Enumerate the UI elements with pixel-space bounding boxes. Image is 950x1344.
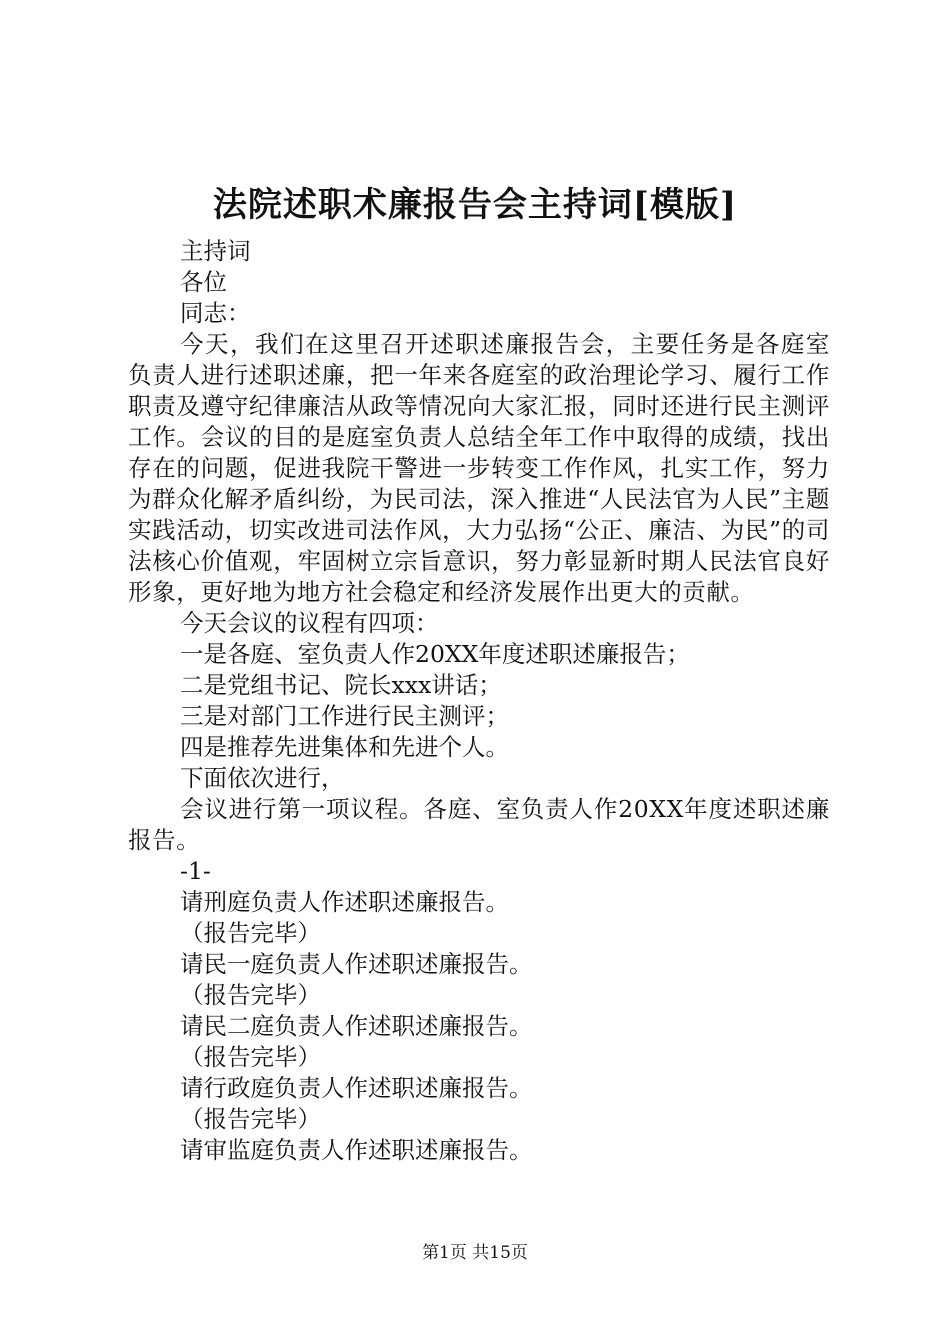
agenda-item: 三是对部门工作进行民主测评； (180, 702, 509, 730)
document-body (128, 236, 830, 1166)
report-line: 请审监庭负责人作述职述廉报告。 (180, 1136, 533, 1164)
greeting-line: 主持词 (180, 237, 251, 265)
agenda-item: 二是党组书记、院长xxx讲话； (180, 671, 502, 699)
report-line: 请行政庭负责人作述职述廉报告。 (180, 1074, 533, 1102)
report-line: 请民一庭负责人作述职述廉报告。 (180, 950, 533, 978)
agenda-item: 四是推荐先进集体和先进个人。 (180, 733, 509, 761)
page-footer: 第1页 共15页 (422, 1243, 528, 1263)
greeting-line: 同志： (180, 299, 251, 327)
greeting-line: 各位 (180, 268, 227, 296)
agenda-item: 一是各庭、室负责人作20XX年度述职述廉报告； (180, 640, 690, 668)
report-line: （报告完毕） (180, 1043, 321, 1071)
report-line: （报告完毕） (180, 919, 321, 947)
report-line: 请民二庭负责人作述职述廉报告。 (180, 1012, 533, 1040)
agenda-intro: 今天会议的议程有四项： (180, 609, 439, 637)
report-line: 请刑庭负责人作述职述廉报告。 (180, 888, 509, 916)
intro-paragraph: 今天，我们在这里召开述职述廉报告会，主要任务是各庭室负责人进行述职述廉，把一年来各庭室的政治理论学习、履行工作职责及遵守纪律廉洁从政等情况向大家汇报，同时还进行民主测评工作。会议的目的是庭室负责人总结全年工作中取得的成绩，找出存在的问题，促进我院干警进一步转变工作作风，扎实工作，努力为群众化解矛盾纠纷，为民司法，深入推进“人民法官为人民”主题实践活动，切实改进司法作风，大力弘扬“公正、廉洁、为民”的司法核心价值观，牢固树立宗旨意识，努力彰显新时期人民法官良好形象，更好地为地方社会稳定和经济发展作出更大的贡献。 (128, 330, 830, 606)
page-marker: -1- (180, 857, 211, 885)
document-title: 法院述职术廉报告会主持词[模版] (212, 185, 738, 225)
first-item-paragraph: 会议进行第一项议程。各庭、室负责人作20XX年度述职述廉报告。 (128, 795, 830, 854)
proceed-line: 下面依次进行， (180, 764, 345, 792)
report-line: （报告完毕） (180, 1105, 321, 1133)
report-line: （报告完毕） (180, 981, 321, 1009)
